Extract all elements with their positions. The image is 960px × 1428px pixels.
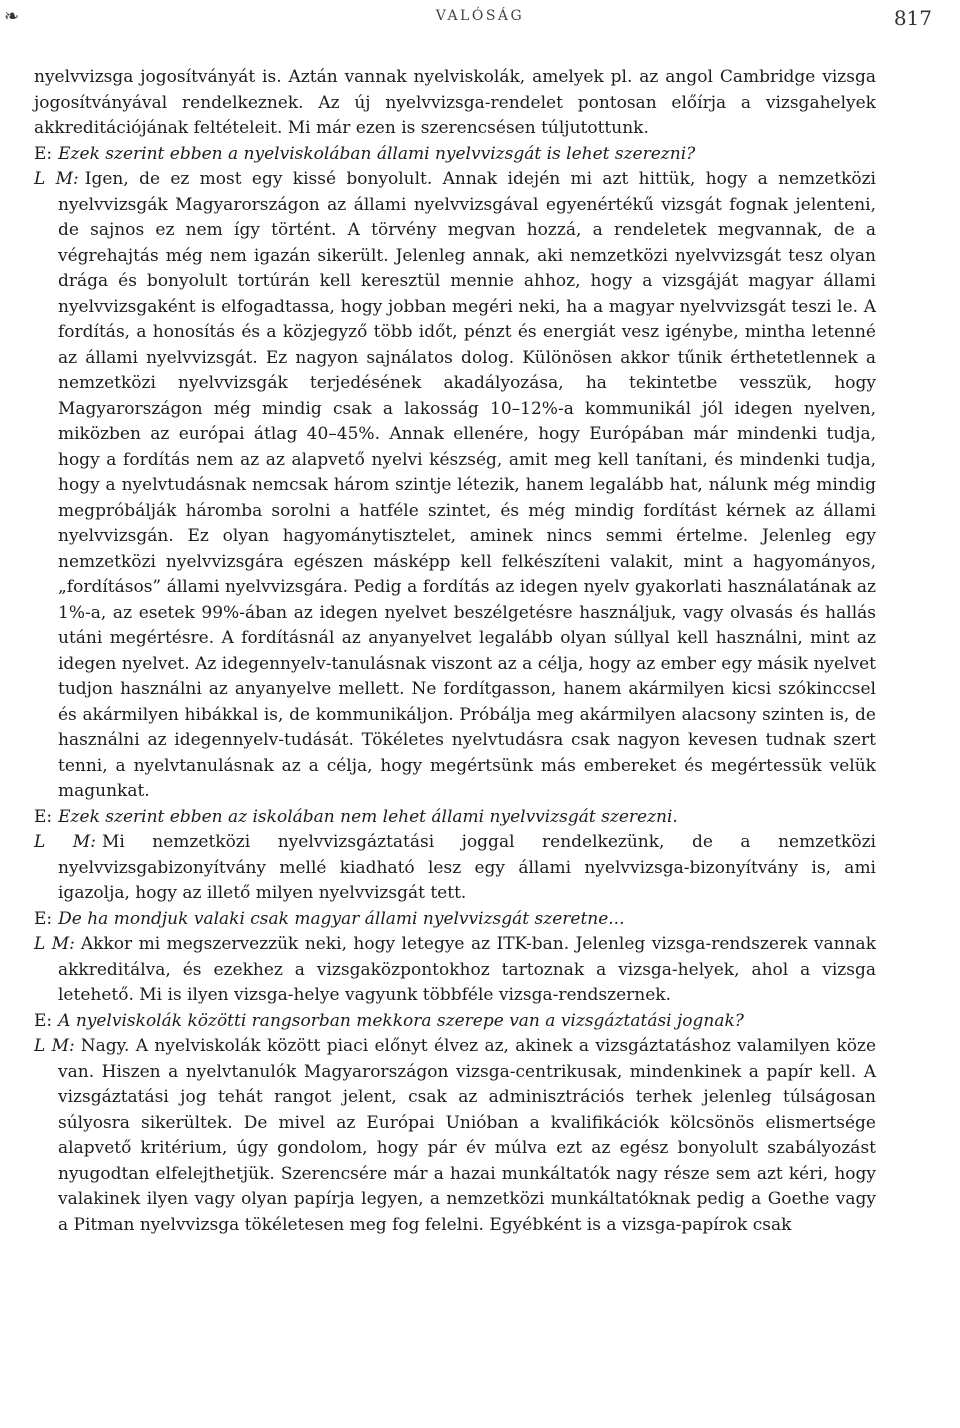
speaker-label: L M: xyxy=(34,832,96,852)
paragraph-text: nyelvvizsga jogosítványát is. Aztán vannak nyelviskolák, amelyek pl. az angol Cambridge vizsga jogosítványával rendelkeznek. Az új nyelvvizsga-rendelet pontosan előírja a vizsgahelyek akkreditációjának feltételeit. Mi már ezen is szerencsésen túljutottunk. xyxy=(34,67,876,138)
paragraph-text: Akkor mi megszervezzük neki, hogy letegye az ITK-ban. Jelenleg vizsga-rendszerek vannak akkreditálva, és ezekhez a vizsgaközpontokhoz tartoznak a vizsga-helyek, ahol a vizsga letehető. Mi is ilyen vizsga-helye vagyunk többféle vizsga-rendszernek. xyxy=(58,934,876,1005)
paragraph xyxy=(34,805,876,831)
fleuron-icon: ❧ xyxy=(4,6,20,27)
paragraph-text: Igen, de ez most egy kissé bonyolult. Annak idején mi azt hittük, hogy a nemzetközi nyelvvizsgák Magyarországon az állami nyelvvizsgával egyenértékű vizsgát fognak jelenteni, de sajnos ez nem így történt. A törvény megvan hozzá, a rendeletek megvannak, de a végrehajtás még nem igazán sikerült. Jelenleg annak, aki nemzetközi nyelvvizsgát tesz olyan drága és bonyolult tortúrán kell keresztül mennie ahhoz, hogy a vizsgáját magyar állami nyelvvizsgaként is elfogadtassa, hogy jobban megéri neki, ha a magyar nyelvvizsgát teszi le. A fordítás, a honosítás és a közjegyző több időt, pénzt és energiát vesz igénybe, mintha letenné az állami nyelvvizsgát. Ez nagyon sajnálatos dolog. Különösen akkor tűnik érthetetlennek a nemzetközi nyelvvizsgák terjedésének akadályozása, ha tekintetbe vesszük, hogy Magyarországon még mindig csak a lakosság 10–12%-a kommunikál jól idegen nyelven, miközben az európai átlag 40–45%. Annak ellenére, hogy Európában már mindenki tudja, hogy a fordítás nem az az alapvető nyelvi készség, amit meg kell tanítani, és mindenki tudja, hogy a nyelvtudásnak nemcsak három szintje létezik, hanem legalább hat, nálunk még mindig megpróbálják háromba sorolni a hatféle szintet, és még mindig fordítást kérnek az állami nyelvvizsgán. Ez olyan hagyománytisztelet, aminek nincs semmi értelme. Jelenleg egy nemzetközi nyelvvizsgára egészen másképp kell felkészíteni valakit, mint a hagyományos, „fordításos” állami nyelvvizsgára. Pedig a fordítás az idegen nyelv gyakorlati használatának az 1%-a, az esetek 99%-ában az idegen nyelvet beszélgetésre használjuk, vagy olvasás és hallás utáni megértésre. A fordításnál az anyanyelvet legalább olyan súllyal kell használni, mint az idegen nyelvet. Az idegennyelv-tanulásnak viszont az a célja, hogy az ember egy másik nyelvet tudjon használni az anyanyelve mellett. Ne fordítgasson, hanem akármilyen kicsi szókinccsel és akármilyen hibákkal is, de kommunikáljon. Próbálja meg akármilyen alacsony szinten is, de használni az idegennyelv-tudását. Tökéletes nyelvtudásra csak nagyon kevesen tudnak szert tenni, a nyelvtanulásnak az a célja, hogy megértsünk más embereket és megértessük velük magunkat. xyxy=(58,169,876,801)
paragraph-text: Ezek szerint ebben az iskolában nem lehet állami nyelvvizsgát szerezni. xyxy=(58,806,678,827)
paragraph xyxy=(34,932,876,1009)
speaker-label: L M: xyxy=(34,169,79,189)
paragraph xyxy=(34,1034,876,1238)
speaker-label: E: xyxy=(34,143,53,164)
speaker-label: L M: xyxy=(34,1036,75,1056)
running-header xyxy=(0,2,960,38)
paragraph-text: Nagy. A nyelviskolák között piaci előnyt élvez az, akinek a vizsgáztatáshoz valamilyen köze van. Hiszen a nyelvtanulók Magyarországon vizsga-centrikusak, mindenkinek a papír kell. A vizsgáztatási jog tehát rangot jelent, csak az adminisztrációs terhek jelenleg túlságosan súlyosra sikerültek. De mivel az Európai Unióban a kvalifikációk kölcsönös elismertsége alapvető kritérium, úgy gondolom, hogy pár év múlva ezt az egész bonyolult szabályozást nyugodtan elfelejthetjük. Szerencsére már a hazai munkáltatók nagy része sem azt kéri, hogy valakinek ilyen vagy olyan papírja legyen, a nemzetközi munkáltatóknak pedig a Goethe vagy a Pitman nyelvvizsga tökéletesen meg fog felelni. Egyébként is a vizsga-papírok csak xyxy=(58,1036,876,1235)
paragraph-text: Ezek szerint ebben a nyelviskolában állami nyelvvizsgát is lehet szerezni? xyxy=(58,143,696,164)
speaker-label: E: xyxy=(34,908,53,929)
paragraph-text: A nyelviskolák közötti rangsorban mekkora szerepe van a vizsgáztatási jognak? xyxy=(58,1010,744,1031)
speaker-label: E: xyxy=(34,1010,53,1031)
paragraph xyxy=(34,65,876,142)
paragraph-text: De ha mondjuk valaki csak magyar állami nyelvvizsgát szeretne... xyxy=(58,908,625,929)
paragraph xyxy=(34,907,876,933)
body-text xyxy=(34,65,876,1238)
speaker-label: L M: xyxy=(34,934,75,954)
running-title: VALÓSÁG xyxy=(435,8,525,24)
paragraph xyxy=(34,167,876,805)
paragraph xyxy=(34,830,876,907)
paragraph xyxy=(34,142,876,168)
paragraph xyxy=(34,1009,876,1035)
page-number: 817 xyxy=(893,6,932,30)
speaker-label: E: xyxy=(34,806,53,827)
paragraph-text: Mi nemzetközi nyelvvizsgáztatási joggal rendelkezünk, de a nemzetközi nyelvvizsgabizonyítvány mellé kiadható lesz egy állami nyelvvizsga-bizonyítvány is, ami igazolja, hogy az illető milyen nyelvvizsgát tett. xyxy=(58,832,876,903)
